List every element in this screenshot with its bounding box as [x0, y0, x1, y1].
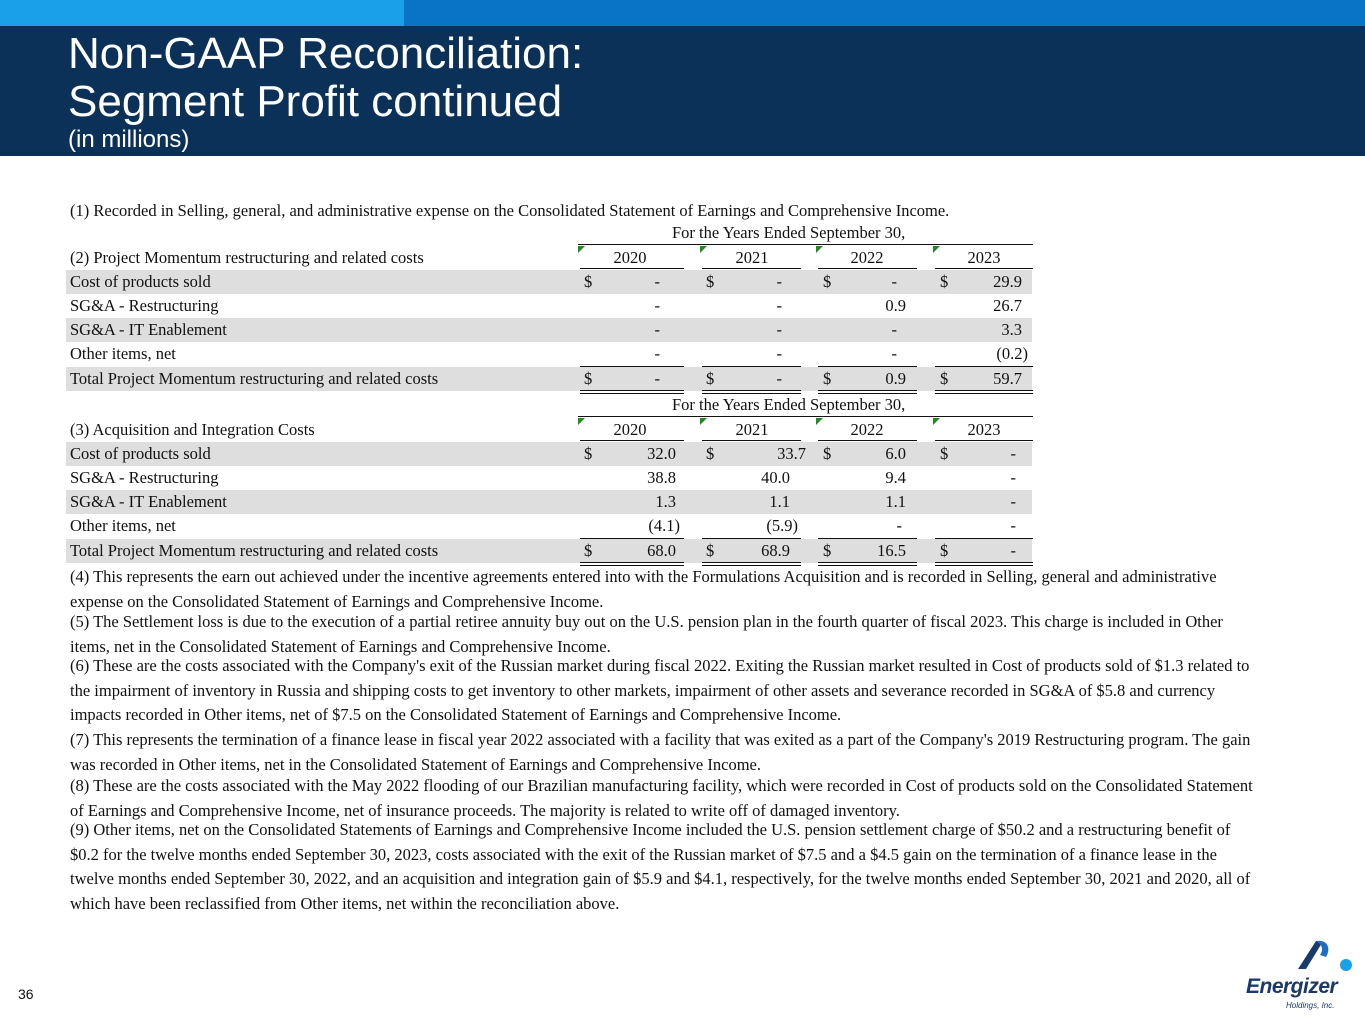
- value-cell: -: [776, 369, 782, 388]
- row-label: Other items, net: [70, 516, 176, 535]
- row-label: SG&A - Restructuring: [70, 296, 219, 315]
- currency-symbol: $: [706, 272, 715, 291]
- value-cell: 68.0: [647, 541, 676, 560]
- top-accent-bar-light: [0, 0, 404, 26]
- value-cell: 26.7: [993, 296, 1022, 315]
- table-row: [66, 294, 1032, 318]
- currency-symbol: $: [706, 444, 715, 463]
- value-cell: 1.1: [769, 492, 790, 511]
- total-double-underline: [818, 390, 917, 394]
- value-cell: 0.9: [885, 369, 906, 388]
- energizer-logo: [1246, 935, 1356, 1015]
- value-cell: 33.7: [777, 444, 806, 463]
- row-label: Other items, net: [70, 344, 176, 363]
- year-underline: [935, 268, 1033, 269]
- footnote-6: (6) These are the costs associated with the Company's exit of the Russian market during fiscal 2022. Exiting the Russian market resulted in Cost of products sold of $1.3 related to the impairment of inventory in Russia and shipping costs to get inventory to other markets, impairment of other assets and severance recorded in SG&A of $5.8 and currency impacts recorded in Other items, net of $7.5 on the Consolidated Statement of Earnings and Comprehensive Income.: [70, 656, 1250, 724]
- cell-comment-marker: [816, 418, 823, 425]
- row-label: Total Project Momentum restructuring and related costs: [70, 541, 439, 560]
- value-cell: -: [891, 344, 897, 363]
- value-cell: (5.9): [766, 516, 798, 535]
- cell-comment-marker: [578, 418, 585, 425]
- value-cell: 3.3: [1001, 320, 1022, 339]
- year-underline: [702, 268, 801, 269]
- logo-subtext: Holdings, Inc.: [1286, 1001, 1335, 1010]
- page-subtitle: (in millions): [68, 126, 190, 153]
- currency-symbol: $: [584, 272, 593, 291]
- total-double-underline: [935, 390, 1033, 394]
- value-cell: 6.0: [885, 444, 906, 463]
- value-cell: 0.9: [885, 296, 906, 315]
- value-cell: -: [654, 369, 660, 388]
- value-cell: 68.9: [761, 541, 790, 560]
- year-underline: [580, 268, 684, 269]
- footnote-8: (8) These are the costs associated with the May 2022 flooding of our Brazilian manufacturing facility, which were recorded in Cost of products sold on the Consolidated Statement of Earnings and Comprehensive Income, net of insurance proceeds. The majority is related to write off of damaged inventory.: [70, 776, 1253, 820]
- table-row: [66, 270, 1032, 294]
- value-cell: 32.0: [647, 444, 676, 463]
- currency-symbol: $: [940, 272, 949, 291]
- table-total-row: [66, 367, 1032, 391]
- currency-symbol: $: [940, 369, 949, 388]
- value-cell: -: [654, 320, 660, 339]
- year-underline: [580, 440, 684, 441]
- year-header: 2020: [613, 248, 647, 267]
- table-row: [66, 342, 1032, 366]
- title-line-1: Non-GAAP Reconciliation:: [68, 29, 584, 78]
- period-underline: [578, 244, 1033, 245]
- value-cell: (4.1): [648, 516, 680, 535]
- row-label: SG&A - IT Enablement: [70, 320, 227, 339]
- page-title: [68, 30, 583, 126]
- table-row: [66, 442, 1032, 466]
- value-cell: -: [776, 296, 782, 315]
- year-underline: [818, 440, 917, 441]
- value-cell: 1.3: [655, 492, 676, 511]
- row-label: SG&A - IT Enablement: [70, 492, 227, 511]
- table-header-row: [66, 246, 1032, 270]
- table-row: [66, 514, 1032, 538]
- cell-comment-marker: [578, 246, 585, 253]
- logo-wordmark: Energizer: [1246, 975, 1338, 998]
- value-cell: -: [896, 516, 902, 535]
- currency-symbol: $: [823, 444, 832, 463]
- table-row: [66, 490, 1032, 514]
- table-row: [66, 318, 1032, 342]
- footnote-4: (4) This represents the earn out achieved under the incentive agreements entered into with the Formulations Acquisition and is recorded in Selling, general and administrative expense on the Consolidated Statement of Earnings and Comprehensive Income.: [70, 567, 1217, 611]
- value-cell: -: [1010, 492, 1016, 511]
- value-cell: -: [654, 296, 660, 315]
- value-cell: -: [654, 272, 660, 291]
- table-row: [66, 466, 1032, 490]
- table-title: (2) Project Momentum restructuring and related costs: [70, 248, 424, 267]
- footnote-5: (5) The Settlement loss is due to the execution of a partial retiree annuity buy out on the U.S. pension plan in the fourth quarter of fiscal 2023. This charge is included in Other items, net in the Consolidated Statement of Earnings and Comprehensive Income.: [70, 612, 1223, 656]
- row-label: Cost of products sold: [70, 272, 211, 291]
- year-header: 2022: [850, 248, 884, 267]
- cell-comment-marker: [700, 418, 707, 425]
- currency-symbol: $: [706, 369, 715, 388]
- cell-comment-marker: [700, 246, 707, 253]
- period-underline: [578, 416, 1033, 417]
- value-cell: -: [1010, 516, 1016, 535]
- value-cell: -: [776, 272, 782, 291]
- currency-symbol: $: [823, 272, 832, 291]
- currency-symbol: $: [940, 541, 949, 560]
- currency-symbol: $: [584, 369, 593, 388]
- value-cell: 40.0: [761, 468, 790, 487]
- value-cell: (0.2): [996, 344, 1028, 363]
- year-underline: [818, 268, 917, 269]
- currency-symbol: $: [823, 541, 832, 560]
- value-cell: 38.8: [647, 468, 676, 487]
- value-cell: -: [891, 320, 897, 339]
- year-header: 2021: [735, 420, 769, 439]
- cell-comment-marker: [816, 246, 823, 253]
- period-header: For the Years Ended September 30,: [672, 395, 906, 414]
- table-title: (3) Acquisition and Integration Costs: [70, 420, 315, 439]
- top-accent-bar: [404, 0, 1365, 26]
- total-double-underline: [580, 390, 684, 394]
- value-cell: -: [891, 272, 897, 291]
- footnote-7: (7) This represents the termination of a finance lease in fiscal year 2022 associated with a facility that was exited as a part of the Company's 2019 Restructuring program. The gain was recorded in Other items, net in the Consolidated Statement of Earnings and Comprehensive Income.: [70, 730, 1251, 774]
- year-header: 2020: [613, 420, 647, 439]
- value-cell: -: [1010, 468, 1016, 487]
- currency-symbol: $: [584, 444, 593, 463]
- year-header: 2022: [850, 420, 884, 439]
- period-header: For the Years Ended September 30,: [672, 223, 906, 242]
- table-header-row: [66, 418, 1032, 442]
- year-underline: [702, 440, 801, 441]
- value-cell: -: [776, 344, 782, 363]
- currency-symbol: $: [706, 541, 715, 560]
- page-number: 36: [18, 986, 34, 1002]
- year-header: 2023: [967, 420, 1001, 439]
- currency-symbol: $: [584, 541, 593, 560]
- footnote-9: (9) Other items, net on the Consolidated Statements of Earnings and Comprehensive Income included the U.S. pension settlement charge of $50.2 and a restructuring benefit of $0.2 for the twelve months ended September 30, 2023, costs associated with the exit of the Russian market of $7.5 and a $4.5 gain on the termination of a finance lease in the twelve months ended September 30, 2022, and an acquisition and integration gain of $5.9 and $4.1, respectively, for the twelve months ended September 30, 2021 and 2020, all of which have been reclassified from Other items, net within the reconciliation above.: [70, 820, 1251, 913]
- row-label: Cost of products sold: [70, 444, 211, 463]
- logo-swoosh-icon: [1246, 935, 1356, 975]
- total-double-underline: [702, 390, 801, 394]
- value-cell: -: [776, 320, 782, 339]
- cell-comment-marker: [933, 418, 940, 425]
- year-header: 2023: [967, 248, 1001, 267]
- year-header: 2021: [735, 248, 769, 267]
- value-cell: -: [654, 344, 660, 363]
- currency-symbol: $: [823, 369, 832, 388]
- title-line-2: Segment Profit continued: [68, 77, 563, 126]
- cell-comment-marker: [933, 246, 940, 253]
- table-total-row: [66, 539, 1032, 563]
- value-cell: 16.5: [877, 541, 906, 560]
- value-cell: 59.7: [993, 369, 1022, 388]
- value-cell: 9.4: [885, 468, 906, 487]
- value-cell: -: [1010, 444, 1016, 463]
- currency-symbol: $: [940, 444, 949, 463]
- value-cell: 29.9: [993, 272, 1022, 291]
- value-cell: 1.1: [885, 492, 906, 511]
- row-label: SG&A - Restructuring: [70, 468, 219, 487]
- row-label: Total Project Momentum restructuring and related costs: [70, 369, 439, 388]
- footnote-1: (1) Recorded in Selling, general, and administrative expense on the Consolidated Statement of Earnings and Comprehensive Income.: [70, 201, 950, 220]
- value-cell: -: [1010, 541, 1016, 560]
- year-underline: [935, 440, 1033, 441]
